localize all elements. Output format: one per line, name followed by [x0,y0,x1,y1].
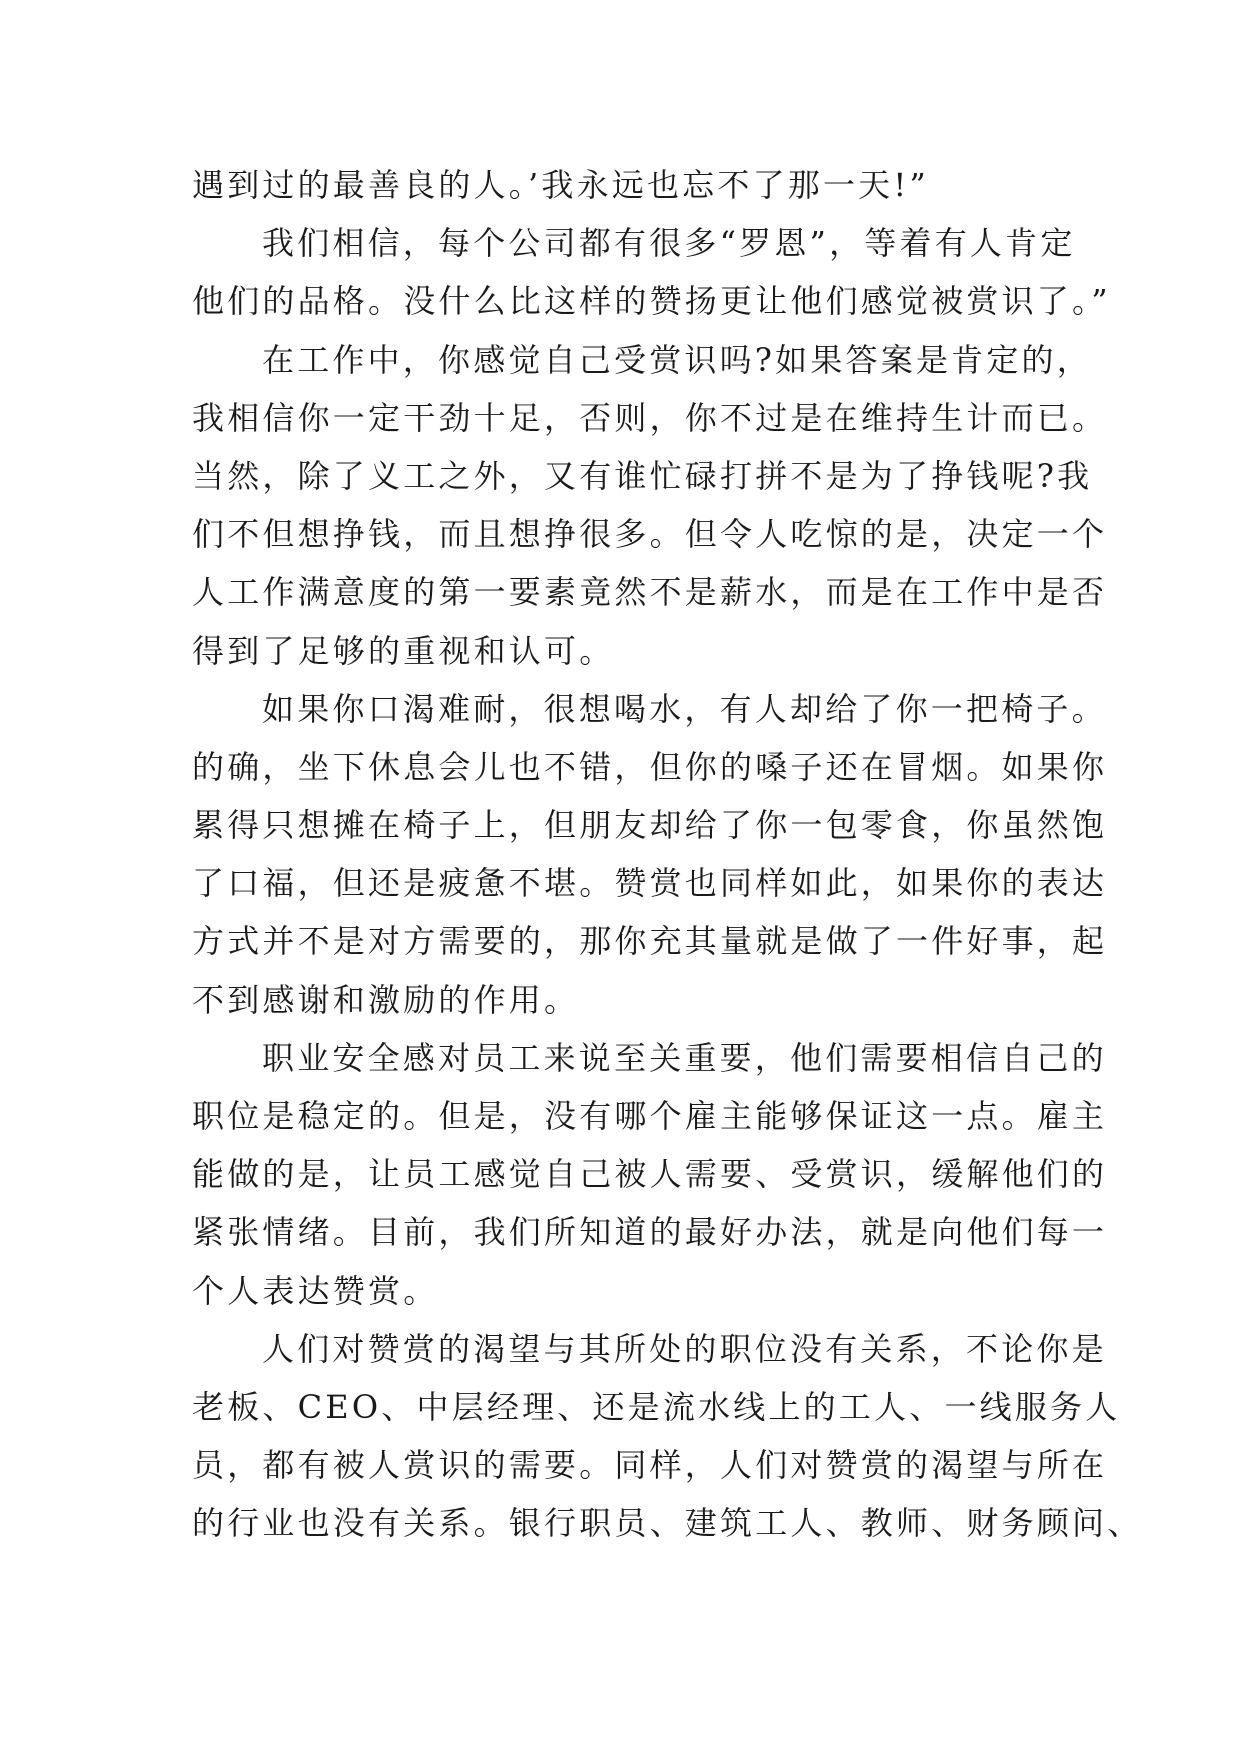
text-line: 我相信你一定干劲十足，否则，你不过是在维持生计而已。 [192,398,1108,437]
text-line: 职业安全感对员工来说至关重要，他们需要相信自己的 [262,1038,1107,1077]
text-line: 得到了足够的重视和认可。 [192,631,615,670]
text-line: 职位是稳定的。但是，没有哪个雇主能够保证这一点。雇主 [192,1097,1108,1135]
text-line: 遇到过的最善良的人。’我永远也忘不了那一天!” [192,166,929,204]
text-line: 紧张情绪。目前，我们所知道的最好办法，就是向他们每一 [192,1213,1108,1252]
text-line: 老板、CEO、中层经理、还是流水线上的工人、一线服务人 [192,1387,1121,1426]
text-line: 了口福，但还是疲惫不堪。赞赏也同样如此，如果你的表达 [192,864,1108,903]
text-line: 在工作中，你感觉自己受赏识吗?如果答案是肯定的， [262,340,1092,379]
text-line: 如果你口渴难耐，很想喝水，有人却给了你一把椅子。 [262,689,1107,728]
text-line: 员，都有被人赏识的需要。同样，人们对赞赏的渴望与所在 [192,1446,1108,1485]
document-body [192,156,1143,1553]
text-line: 能做的是，让员工感觉自己被人需要、受赏识，缓解他们的 [192,1155,1108,1194]
text-line: 的行业也没有关系。银行职员、建筑工人、教师、财务顾问、 [192,1504,1143,1543]
text-line: 个人表达赞赏。 [192,1271,439,1310]
text-line: 不到感谢和激励的作用。 [192,980,580,1019]
text-line: 的确，坐下休息会儿也不错，但你的嗓子还在冒烟。如果你 [192,747,1108,786]
text-line: 我们相信，每个公司都有很多“罗恩”，等着有人肯定 [262,224,1076,263]
text-line: 人工作满意度的第一要素竟然不是薪水，而是在工作中是否 [192,573,1108,612]
text-line: 们不但想挣钱，而且想挣很多。但令人吃惊的是，决定一个 [192,515,1108,554]
text-line: 他们的品格。没什么比这样的赞扬更让他们感觉被赏识了。” [192,282,1111,321]
text-line: 人们对赞赏的渴望与其所处的职位没有关系，不论你是 [262,1329,1107,1368]
text-line: 方式并不是对方需要的，那你充其量就是做了一件好事，起 [192,922,1108,961]
text-line: 当然，除了义工之外，又有谁忙碌打拼不是为了挣钱呢?我 [192,456,1093,495]
text-line: 累得只想摊在椅子上，但朋友却给了你一包零食，你虽然饱 [192,806,1108,845]
